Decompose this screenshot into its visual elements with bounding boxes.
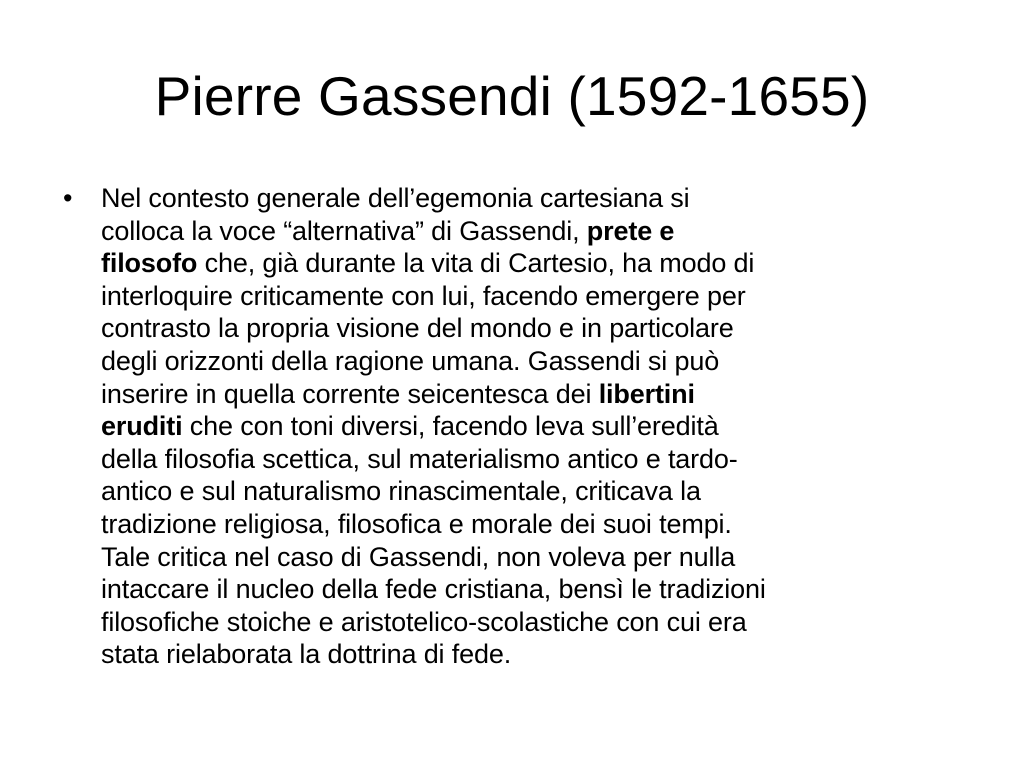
bullet-item [60,182,965,671]
bullet-marker: • [63,183,73,213]
text-run: stata rielaborata la dottrina di fede. [101,639,512,670]
text-run: inserire in quella corrente seicentesca dei [101,378,599,409]
text-run: Tale critica nel caso di Gassendi, non voleva per nulla [101,541,736,572]
bullet-paragraph [101,182,965,671]
text-run: interloquire criticamente con lui, facendo emergere per [101,280,746,311]
text-run: che, già durante la vita di Cartesio, ha modo di [197,248,755,279]
text-run: tradizione religiosa, filosofica e morale dei suoi tempi. [101,508,732,539]
bullet-list [60,182,965,671]
text-run: antico e sul naturalismo rinascimentale, criticava la [101,476,701,507]
paragraph-line [101,215,965,248]
bold-text-run: prete e [586,215,675,246]
paragraph-line [101,443,965,476]
paragraph-line [101,182,965,215]
paragraph-line [101,345,965,378]
paragraph-line [101,606,965,639]
slide-title: Pierre Gassendi (1592-1655) [154,65,870,127]
paragraph-line [101,475,965,508]
paragraph-line [101,378,965,411]
text-run: che con toni diversi, facendo leva sull’eredità [182,411,719,442]
paragraph-line [101,541,965,574]
paragraph-line [101,573,965,606]
text-run: filosofiche stoiche e aristotelico-scolastiche con cui era [101,606,747,637]
paragraph-line [101,312,965,345]
paragraph-line [101,508,965,541]
text-run: colloca la voce “alternativa” di Gassendi, [101,215,587,246]
paragraph-line [101,638,965,671]
paragraph-line [101,247,965,280]
text-run: della filosofia scettica, sul materialismo antico e tardo- [101,443,738,474]
paragraph-line [101,410,965,443]
text-run: Nel contesto generale dell’egemonia cartesiana si [101,183,690,213]
bold-text-run: libertini [598,378,695,409]
text-run: contrasto la propria visione del mondo e in particolare [101,313,734,344]
text-run: intaccare il nucleo della fede cristiana, bensì le tradizioni [101,574,766,605]
bold-text-run: filosofo [101,248,198,279]
paragraph-line [101,280,965,313]
bold-text-run: eruditi [101,411,183,442]
text-run: degli orizzonti della ragione umana. Gassendi si può [101,345,720,376]
